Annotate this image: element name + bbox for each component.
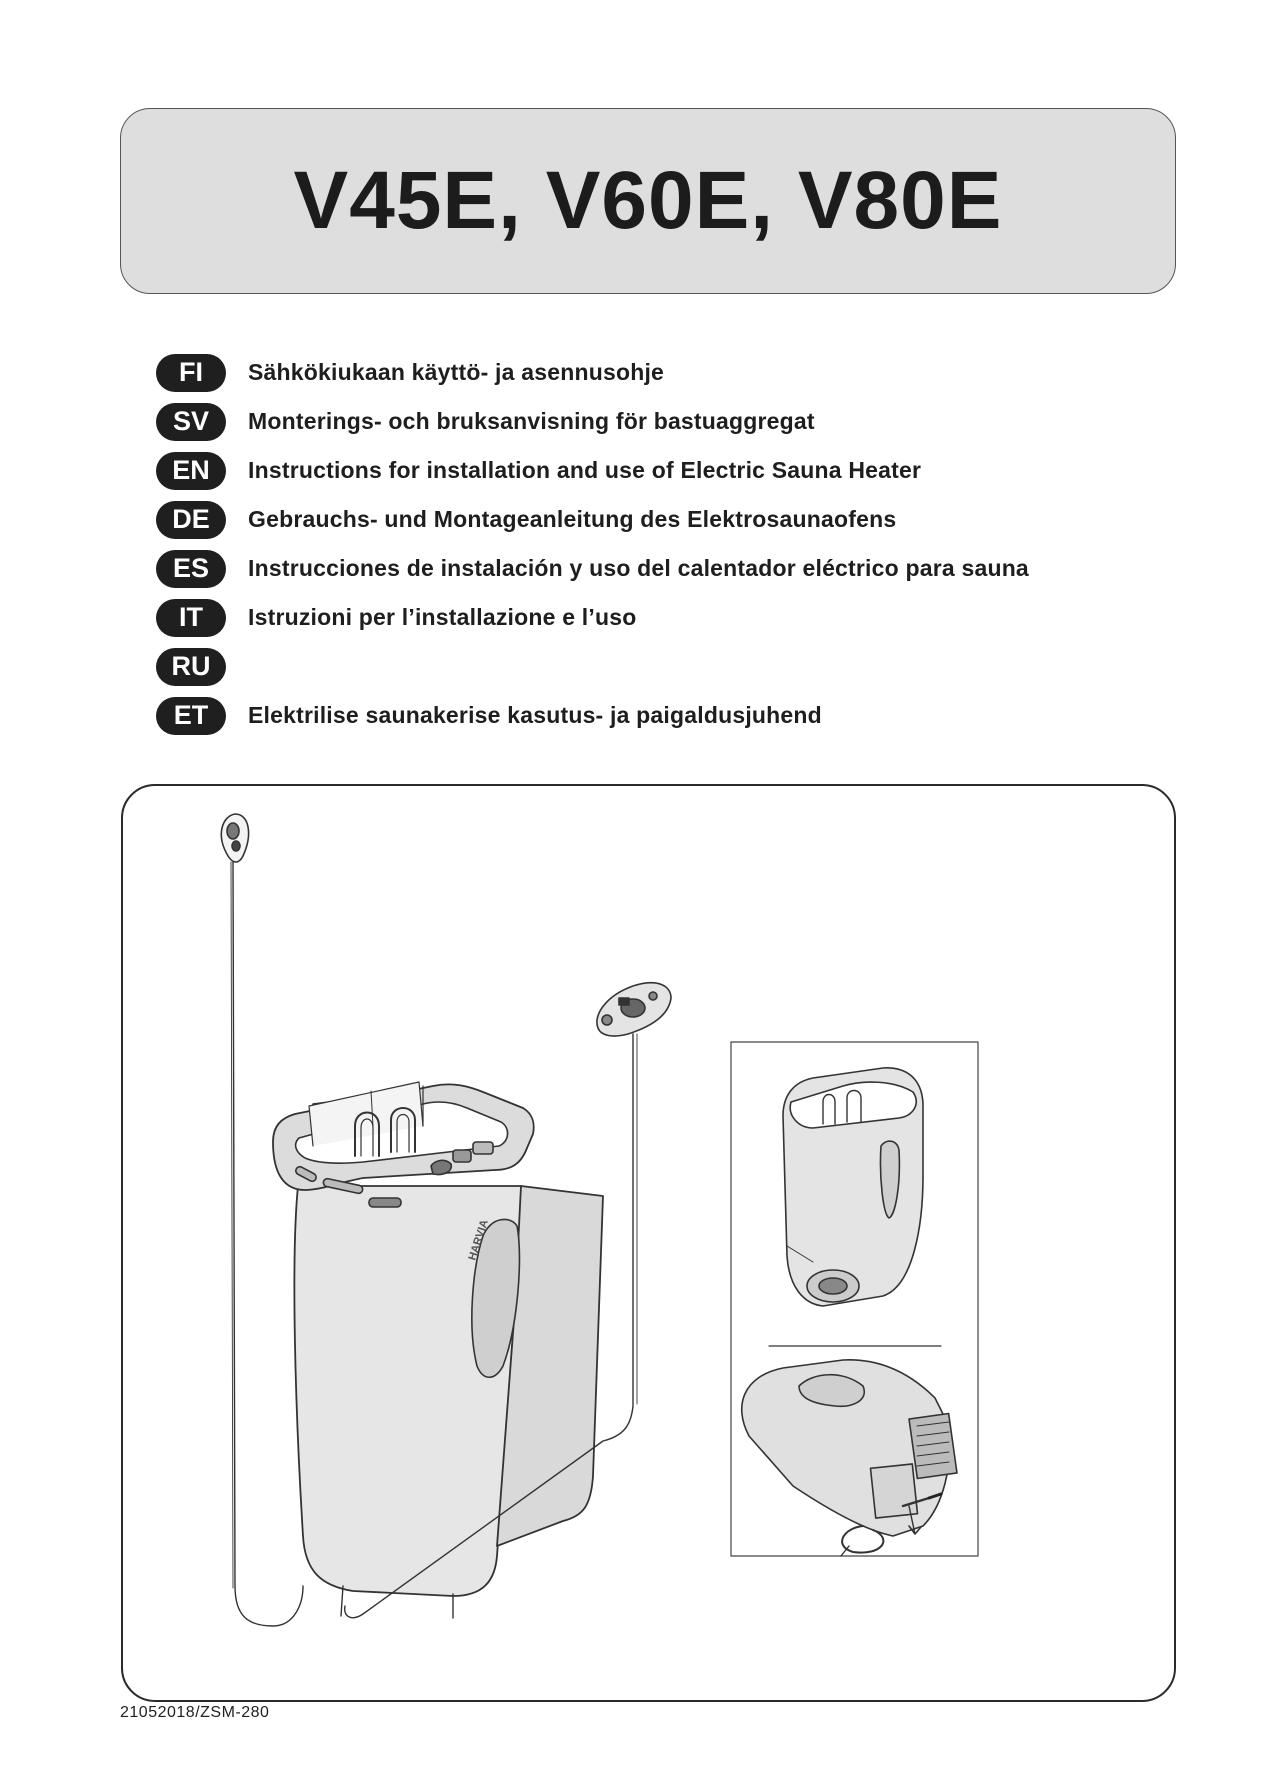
language-list [156,348,1156,740]
language-row-et [156,691,1156,740]
language-title: Gebrauchs- und Montageanleitung des Elektrosaunaofens [248,506,897,532]
heater-illustration [123,786,1176,1702]
language-title: Instrucciones de instalación y uso del calentador eléctrico para sauna [248,555,1029,581]
language-row-ru [156,642,1156,691]
illustration-frame [121,784,1176,1702]
language-badge: SV [156,403,226,441]
brand-label: HARVIA [466,1218,491,1262]
language-badge: RU [156,648,226,686]
language-title: Monterings- och bruksanvisning för bastuaggregat [248,408,815,434]
language-row-en [156,446,1156,495]
language-row-sv [156,397,1156,446]
language-title: Elektrilise saunakerise kasutus- ja paigaldusjuhend [248,702,822,728]
temperature-sensor [221,814,248,862]
language-title: Sähkökiukaan käyttö- ja asennusohje [248,359,665,385]
language-row-fi [156,348,1156,397]
language-badge: FI [156,354,226,392]
installation-inset [731,1042,978,1556]
language-badge: ET [156,697,226,735]
language-row-it [156,593,1156,642]
language-badge: DE [156,501,226,539]
language-badge: ES [156,550,226,588]
language-title: Instructions for installation and use of Electric Sauna Heater [248,457,922,483]
language-badge: IT [156,599,226,637]
document-code: 21052018/ZSM-280 [120,1704,270,1721]
language-badge: EN [156,452,226,490]
language-row-de [156,495,1156,544]
control-panel [597,983,671,1036]
sauna-heater [273,1082,603,1618]
language-title: Istruzioni per l’installazione e l’uso [248,604,637,630]
title-box [120,108,1176,294]
language-row-es [156,544,1156,593]
page-title: V45E, V60E, V80E [293,155,1003,246]
